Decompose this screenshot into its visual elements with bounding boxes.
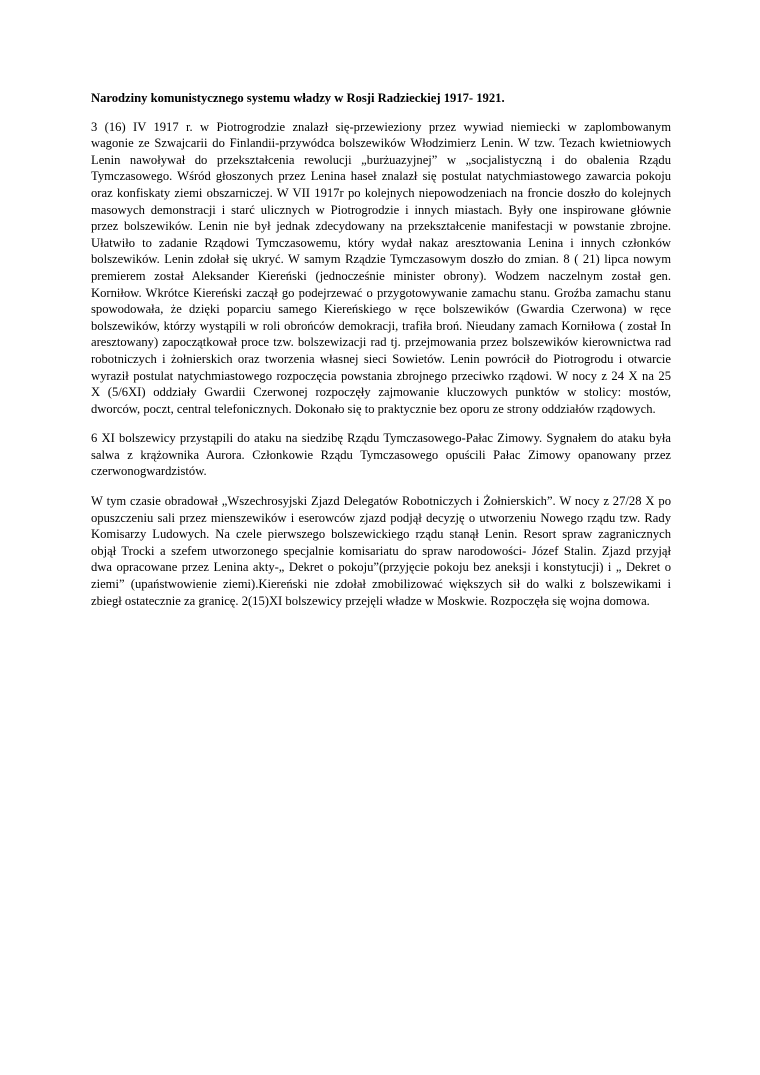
text-line: czerwonogwardzistów. [91,464,207,479]
text-line: wyraził postulat natychmiastowego rozpoczęcia powstania zbrojnego przeciwko rządowi. W nocy z 24 X na 25 [91,368,671,383]
document-body [91,90,671,622]
text-line: premierem został Aleksander Kiereński (jednocześnie minister obrony). Wodzem naczelnym został gen. [91,268,671,283]
text-line: Tymczasowego. Wśród głoszonych przez Lenina haseł znalazł się postulat natychmiastowego zawarcia pokoju [91,169,671,184]
text-line: przez bolszewików. Lenin nie był jednak zdecydowany na przekształcenie manifestacji w powstanie zbrojne. [91,219,671,234]
text-line: oraz konfiskaty ziemi obszarniczej. W VII 1917r po kolejnych niepowodzeniach na froncie doszło do kolejnych [91,185,671,200]
text-line: salwa z krążownika Aurora. Członkowie Rządu Tymczasowego opuścili Pałac Zimowy opanowany przez [91,447,671,462]
text-line: Lenin nawoływał do przekształcenia rewolucji „burżuazyjnej” w „socjalistyczną i do obalenia Rządu [91,152,671,167]
paragraph-list [91,119,671,610]
text-line: Ułatwiło to zadanie Rządowi Tymczasowemu, który wydał nakaz aresztowania Lenina i innych członków [91,235,671,250]
document-title: Narodziny komunistycznego systemu władzy w Rosji Radzieckiej 1917- 1921. [91,91,505,105]
text-line: X (5/6XI) oddziały Gwardii Czerwonej rozpoczęły zajmowanie kluczowych punktów w stolicy: mostów, [91,385,671,400]
text-line: 6 XI bolszewicy przystąpili do ataku na siedzibę Rządu Tymczasowego-Pałac Zimowy. Sygnałem do ataku była [91,431,671,446]
paragraph-1 [91,119,671,418]
text-line: 3 (16) IV 1917 r. w Piotrogrodzie znalazł się-przewieziony przez wywiad niemiecki w zaplombowanym [91,119,671,134]
text-line: Korniłow. Wkrótce Kiereński zaczął go podejrzewać o przygotowywanie zamachu stanu. Groźba zamachu stanu [91,285,671,300]
text-line: zbiegł ostatecznie za granicę. 2(15)XI bolszewicy przejęli władze w Moskwie. Rozpoczęła się wojna domowa. [91,593,650,608]
text-line: ziemi” (upaństwowienie ziemi).Kiereński nie zdołał zmobilizować większych sił do walki z bolszewikami i [91,577,671,592]
text-line: objął Trocki a szefem utworzonego specjalnie komisariatu do spraw narodowości- Józef Stalin. Zjazd przyjął [91,543,671,558]
text-line: dwa opracowane przez Lenina akty-„ Dekret o pokoju”(przyjęcie pokoju bez aneksji i konstytucji) i „ Dekret o [91,560,671,575]
text-line: masowych demonstracji i starć ulicznych w Piotrogrodzie i innych miastach. Były one inspirowane głównie [91,202,671,217]
text-line: Komisarzy Ludowych. Na czele pierwszego bolszewickiego rządu stanął Lenin. Resort spraw zagranicznych [91,527,671,542]
text-line: bolszewików. Lenin zdołał się ukryć. W samym Rządzie Tymczasowym doszło do zmian. 8 ( 21) lipca nowym [91,252,671,267]
text-line: robotniczych i żołnierskich oraz tworzenia własnej sieci Sowietów. Lenin powrócił do Piotrogrodu i otwarcie [91,351,671,366]
text-line: bolszewików, którzy wystąpili w roli obrońców demokracji, trafiła broń. Nieudany zamach Korniłowa ( został In [91,318,671,333]
text-line: dworców, poczt, central telefonicznych. Dokonało się to praktycznie bez oporu ze strony oddziałów rządowych. [91,401,656,416]
paragraph-2 [91,430,671,480]
text-line: aresztowany) zapoczątkował proce tzw. bolszewizacji rad tj. przejmowania przez bolszewików kierownictwa rad [91,335,671,350]
paragraph-3 [91,493,671,609]
text-line: opuszczeniu sali przez mienszewików i eserowców zjazd podjął decyzję o utworzeniu Nowego rządu tzw. Rady [91,510,671,525]
text-line: wagonie ze Szwajcarii do Finlandii-przywódca bolszewików Włodzimierz Lenin. W tzw. Tezach kwietniowych [91,136,671,151]
text-line: W tym czasie obradował „Wszechrosyjski Zjazd Delegatów Robotniczych i Żołnierskich”. W nocy z 27/28 X po [91,494,671,509]
text-line: spowodowała, że dzięki poparciu samego Kiereńskiego w ręce bolszewików (Gwardia Czerwona) w ręce [91,302,671,317]
